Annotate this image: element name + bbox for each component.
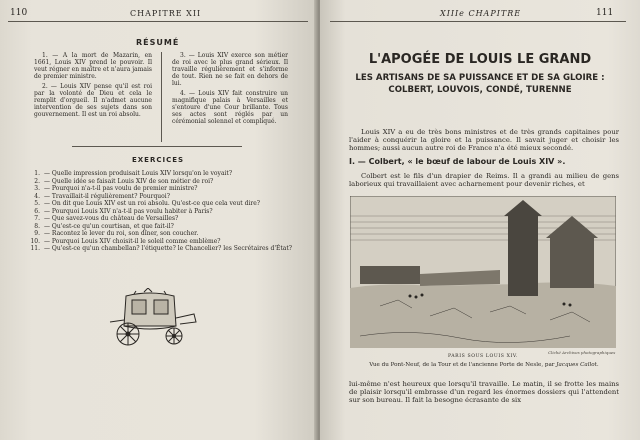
exercices-title: EXERCICES [132, 156, 185, 164]
exercise-item: 1. — Quelle impression produisait Louis XIV lorsqu'on le voyait? [34, 170, 233, 177]
continuation-text: lui-même n'est heureux que lorsqu'il travaille. Le matin, il se frotte les mains de plaisir lorsqu'il embrasse d'un regard les énormes dossiers qui l'attendent sur son bureau. Il fait la besogne écrasante de six [349, 380, 619, 405]
running-head: CHAPITRE XII [130, 9, 202, 18]
exercise-item: 9. — Racontez le lever du roi, son dîner, son coucher. [34, 230, 199, 237]
chapter-title: L'APOGÉE DE LOUIS LE GRAND [368, 52, 592, 67]
caption-text: Vue du Pont-Neuf, de la Tour et de l'ancienne Porte de Nesle, par [369, 362, 555, 368]
page-number: 111 [596, 8, 614, 18]
exercise-item: 4. — Travaillait-il régulièrement? Pourquoi? [34, 192, 170, 200]
resume-column-left [34, 52, 152, 121]
section-paragraph [349, 172, 619, 188]
page-number: 110 [10, 8, 28, 18]
caption [352, 362, 616, 368]
section-text: Colbert est le fils d'un drapier de Reims. Il a grandi au milieu de gens laborieux qui travaillaient avec acharnement pour devenir riches, et [349, 172, 619, 189]
exercise-item: 5. — On dit que Louis XIV est un roi absolu. Qu'est-ce que cela veut dire? [34, 200, 260, 207]
left-page [0, 0, 318, 440]
exercise-item: 11. — Qu'est-ce qu'un chambellan? l'étiquette? le Chancelier? les Secrétaires d'État? [30, 245, 292, 252]
intro-text: Louis XIV a eu de très bons ministres et de très grands capitaines pour l'aider à conquérir la gloire et la puissance. Il savait juger et choisir les hommes; aussi aucun autre roi de France n'a été mieux secondé. [349, 128, 619, 153]
exercices-list [24, 170, 292, 253]
carriage-illustration [104, 288, 198, 348]
section-heading: I. — Colbert, « le bœuf de labour de Louis XIV ». [349, 157, 566, 166]
exercise-item: 8. — Qu'est-ce qu'un courtisan, et que fait-il? [34, 222, 174, 230]
exercise-item: 7. — Que savez-vous du château de Versailles? [34, 215, 179, 222]
engraving-paris-illustration [350, 196, 616, 348]
subtitle-line: LES ARTISANS DE SA PUISSANCE ET DE SA GLOIRE : [355, 73, 605, 83]
running-head: XIIIe CHAPITRE [440, 9, 522, 18]
exercise-item: 3. — Pourquoi n'a-t-il pas voulu de premier ministre? [34, 185, 198, 192]
resume-item: 2. — Louis XIV pense qu'il est roi par la volonté de Dieu et cela le remplit d'orgueil. Il n'admet aucune intervention de ses sujets dans son gouvernement. Il est un roi absolu. [34, 83, 152, 118]
resume-title: RÉSUMÉ [136, 38, 180, 47]
resume-column-right [172, 52, 288, 128]
header-rule [330, 21, 626, 22]
continuation-paragraph [349, 380, 619, 405]
column-divider [161, 52, 162, 142]
resume-item: 4. — Louis XIV fait construire un magnifique palais à Versailles et s'entoure d'une Cour brillante. Tous ses actes sont réglés par un cérémonial solennel et compliqué. [172, 90, 288, 125]
header-rule [8, 21, 308, 22]
photo-credit: Cliché Archives photographiques [548, 350, 616, 355]
section-rule [72, 146, 242, 147]
exercise-item: 6. — Pourquoi Louis XIV n'a-t-il pas voulu habiter à Paris? [34, 207, 213, 215]
subtitle-line: COLBERT, LOUVOIS, CONDÉ, TURENNE [388, 85, 572, 95]
chapter-subtitle [330, 72, 630, 96]
intro-paragraph [349, 128, 619, 153]
resume-item: 1. — A la mort de Mazarin, en 1661, Louis XIV prend le pouvoir. Il veut régner en maître et n'aura jamais de premier ministre. [34, 52, 152, 80]
exercise-item: 2. — Quelle idée se faisait Louis XIV de son métier de roi? [34, 177, 214, 185]
caption-title: PARIS SOUS LOUIS XIV. [448, 354, 519, 359]
exercise-item: 10. — Pourquoi Louis XIV choisit-il le soleil comme emblème? [30, 237, 221, 245]
resume-item: 3. — Louis XIV exerce son métier de roi avec le plus grand sérieux. Il travaille régulièrement et s'informe de tout. Rien ne se fait en dehors de lui. [172, 52, 288, 87]
caption-author: Jacques Callot. [556, 362, 599, 368]
